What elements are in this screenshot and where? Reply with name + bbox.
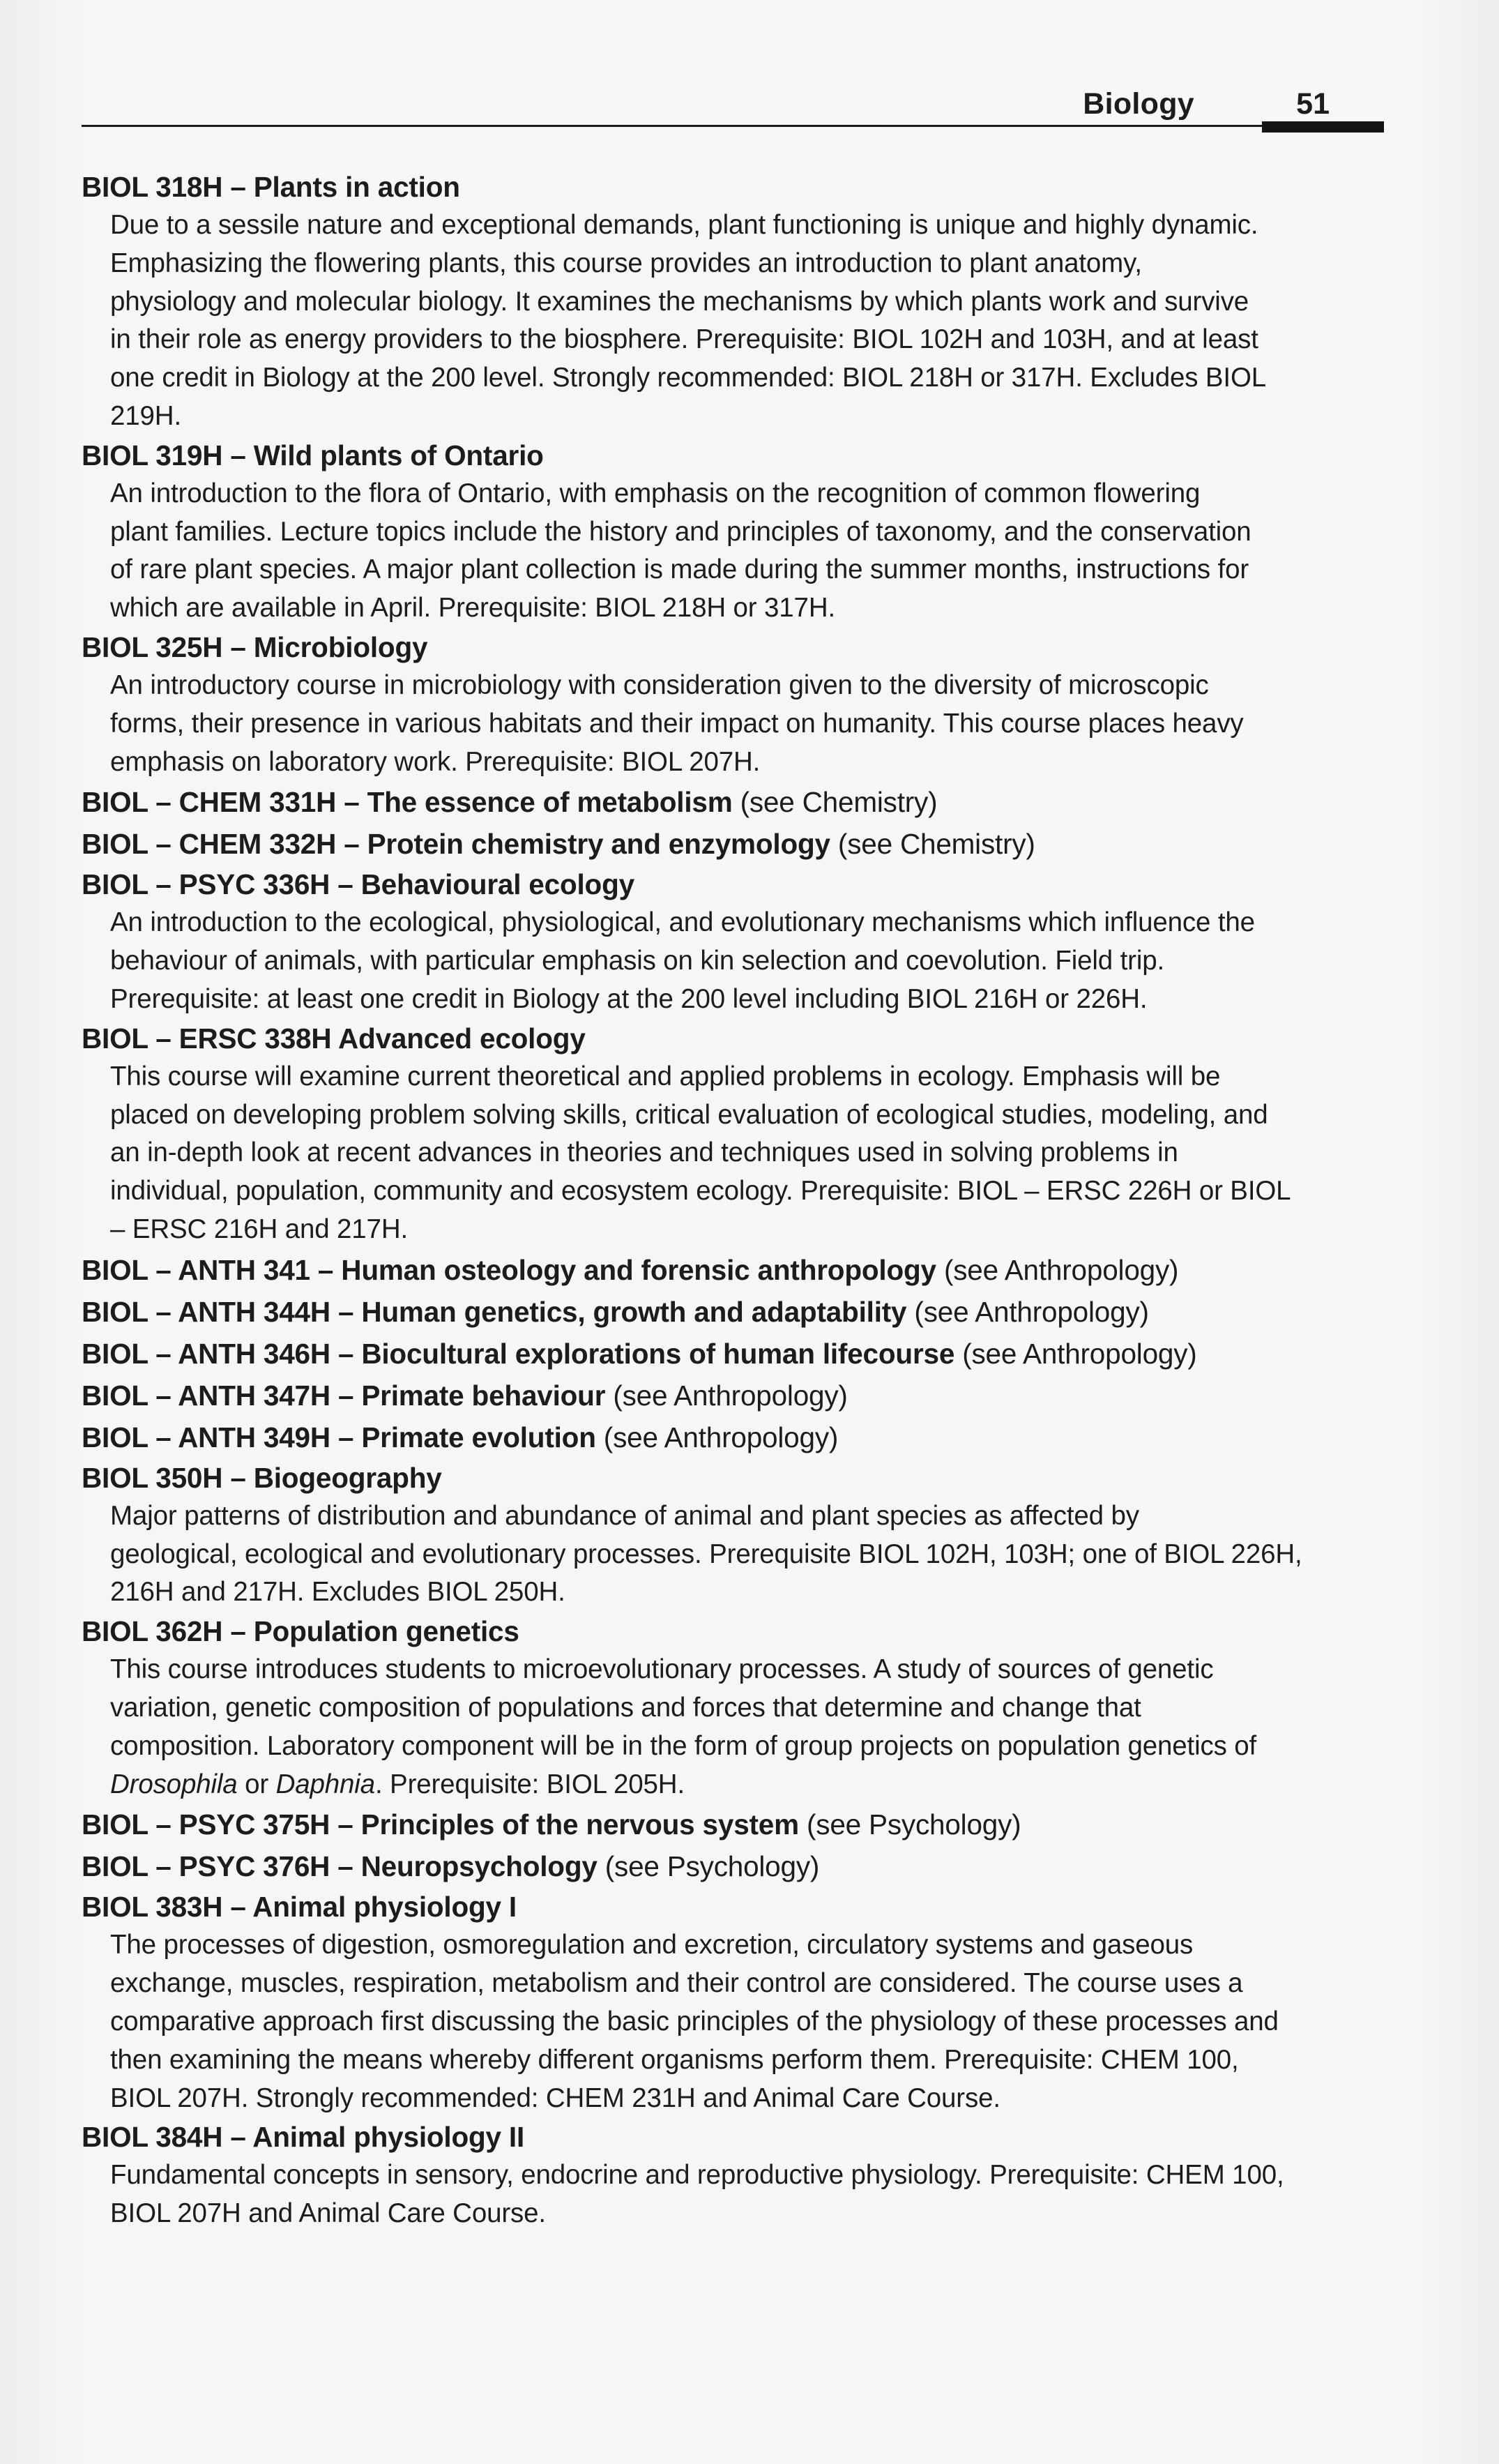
course-entry-biol-318h	[82, 167, 1392, 436]
course-title: BIOL – ANTH 347H – Primate behaviour	[82, 1379, 606, 1412]
description-line: individual, population, community and ecosystem ecology. Prerequisite: BIOL – ERSC 226H or BIOL	[110, 1176, 1291, 1207]
course-title-line	[82, 1249, 1392, 1291]
course-description	[110, 1651, 1392, 1804]
course-title-line	[82, 1375, 1392, 1416]
course-title: BIOL – PSYC 336H – Behavioural ecology	[82, 868, 634, 901]
course-title: BIOL 384H – Animal physiology II	[82, 2121, 525, 2154]
description-line: Major patterns of distribution and abundance of animal and plant species as affected by	[110, 1500, 1139, 1531]
cross-reference: (see Anthropology)	[605, 1379, 848, 1412]
course-title: BIOL – ANTH 341 – Human osteology and forensic anthropology	[82, 1253, 936, 1286]
description-line: forms, their presence in various habitats and their impact on humanity. This course places heavy	[110, 708, 1244, 739]
description-line: geological, ecological and evolutionary processes. Prerequisite BIOL 102H, 103H; one of BIOL 226H,	[110, 1539, 1302, 1569]
header-rule	[82, 125, 1384, 127]
cross-reference: (see Psychology)	[597, 1850, 820, 1883]
course-entry-biol-anth-341	[82, 1249, 1392, 1291]
course-title-line	[82, 1333, 1392, 1375]
course-title: BIOL – CHEM 331H – The essence of metabolism	[82, 786, 733, 819]
description-line: BIOL 207H. Strongly recommended: CHEM 231H and Animal Care Course.	[110, 2083, 1000, 2113]
page-number: 51	[1296, 87, 1330, 121]
description-line: composition. Laboratory component will be in the form of group projects on population genetics of	[110, 1730, 1257, 1761]
description-line: emphasis on laboratory work. Prerequisite: BIOL 207H.	[110, 746, 761, 777]
course-title: BIOL – ANTH 346H – Biocultural explorations of human lifecourse	[82, 1337, 955, 1370]
description-line: behaviour of animals, with particular emphasis on kin selection and coevolution. Field trip.	[110, 946, 1165, 976]
cross-reference: (see Anthropology)	[906, 1295, 1149, 1328]
description-line: comparative approach first discussing the basic principles of the physiology of these processes and	[110, 2006, 1279, 2036]
prerequisite-text: . Prerequisite: BIOL 205H.	[374, 1769, 685, 1799]
course-title: BIOL 318H – Plants in action	[82, 171, 460, 203]
cross-reference: (see Psychology)	[798, 1808, 1021, 1841]
cross-reference: (see Chemistry)	[732, 786, 938, 819]
description-line: then examining the means whereby different organisms perform them. Prerequisite: CHEM 100,	[110, 2044, 1239, 2075]
course-entry-biol-384h	[82, 2117, 1392, 2233]
course-description	[110, 667, 1392, 781]
description-line: Prerequisite: at least one credit in Biology at the 200 level including BIOL 216H or 226H.	[110, 983, 1148, 1014]
course-entry-biol-325h	[82, 628, 1392, 781]
description-line: An introduction to the flora of Ontario, with emphasis on the recognition of common flowering	[110, 478, 1201, 508]
course-description	[110, 2156, 1392, 2233]
course-entry-biol-383h	[82, 1887, 1392, 2117]
course-description	[110, 1497, 1392, 1612]
description-line: Emphasizing the flowering plants, this course provides an introduction to plant anatomy,	[110, 248, 1142, 278]
course-entry-biol-anth-346h	[82, 1333, 1392, 1375]
genus-name: Daphnia	[275, 1769, 375, 1799]
course-description	[110, 1926, 1392, 2117]
course-entry-biol-psyc-336h	[82, 865, 1392, 1018]
course-description	[110, 904, 1392, 1018]
course-entry-biol-chem-331h	[82, 781, 1392, 823]
course-entry-biol-anth-344h	[82, 1291, 1392, 1333]
description-line: an in-depth look at recent advances in theories and techniques used in solving problems in	[110, 1137, 1178, 1168]
course-entry-biol-anth-347h	[82, 1375, 1392, 1416]
course-entry-biol-ersc-338h	[82, 1019, 1392, 1249]
course-title: BIOL – PSYC 376H – Neuropsychology	[82, 1850, 598, 1883]
course-title-line	[82, 1416, 1392, 1458]
cross-reference: (see Anthropology)	[936, 1253, 1179, 1286]
course-title-line	[82, 823, 1392, 865]
course-title: BIOL – ANTH 344H – Human genetics, growth and adaptability	[82, 1295, 907, 1328]
description-line: This course introduces students to microevolutionary processes. A study of sources of genetic	[110, 1654, 1214, 1685]
course-description	[110, 1058, 1392, 1249]
course-title-line	[82, 1291, 1392, 1333]
course-entry-biol-anth-349h	[82, 1416, 1392, 1458]
description-line: An introductory course in microbiology with consideration given to the diversity of microscopic	[110, 670, 1209, 700]
course-entry-biol-chem-332h	[82, 823, 1392, 865]
section-title: Biology	[1083, 87, 1194, 121]
course-title: BIOL 350H – Biogeography	[82, 1461, 442, 1494]
description-line: in their role as energy providers to the biosphere. Prerequisite: BIOL 102H and 103H, and at least	[110, 324, 1258, 355]
description-line: physiology and molecular biology. It examines the mechanisms by which plants work and survive	[110, 286, 1249, 317]
course-title: BIOL – PSYC 375H – Principles of the nervous system	[82, 1808, 799, 1841]
description-line: which are available in April. Prerequisite: BIOL 218H or 317H.	[110, 593, 836, 623]
description-line: placed on developing problem solving skills, critical evaluation of ecological studies, modeling, and	[110, 1099, 1268, 1130]
description-line: Fundamental concepts in sensory, endocrine and reproductive physiology. Prerequisite: CHEM 100,	[110, 2160, 1284, 2191]
cross-reference: (see Anthropology)	[595, 1421, 839, 1453]
description-line: – ERSC 216H and 217H.	[110, 1214, 409, 1244]
genus-name: Drosophila	[110, 1769, 238, 1799]
description-line: The processes of digestion, osmoregulation and excretion, circulatory systems and gaseous	[110, 1930, 1194, 1960]
description-line: one credit in Biology at the 200 level. Strongly recommended: BIOL 218H or 317H. Excludes BIOL	[110, 363, 1266, 393]
description-line: Due to a sessile nature and exceptional demands, plant functioning is unique and highly dynamic.	[110, 210, 1258, 240]
course-entry-biol-psyc-376h	[82, 1845, 1392, 1887]
header-rule-accent	[1262, 121, 1384, 133]
course-description	[110, 475, 1392, 628]
cross-reference: (see Anthropology)	[954, 1337, 1197, 1370]
course-title: BIOL – CHEM 332H – Protein chemistry and enzymology	[82, 828, 830, 861]
course-entry-biol-362h	[82, 1612, 1392, 1804]
course-title: BIOL – ANTH 349H – Primate evolution	[82, 1421, 596, 1453]
description-line: BIOL 207H and Animal Care Course.	[110, 2198, 546, 2229]
course-title-line	[82, 1845, 1392, 1887]
course-title: BIOL 319H – Wild plants of Ontario	[82, 439, 544, 471]
course-title: BIOL – ERSC 338H Advanced ecology	[82, 1022, 586, 1055]
course-title: BIOL 383H – Animal physiology I	[82, 1891, 517, 1923]
cross-reference: (see Chemistry)	[830, 828, 1035, 861]
course-title-line	[82, 1804, 1392, 1845]
course-title: BIOL 362H – Population genetics	[82, 1615, 519, 1648]
conjunction: or	[237, 1769, 276, 1799]
page-header	[82, 82, 1384, 138]
description-line: 219H.	[110, 400, 181, 431]
description-line	[110, 1766, 1392, 1804]
description-line: variation, genetic composition of populations and forces that determine and change that	[110, 1692, 1141, 1723]
description-line: plant families. Lecture topics include the history and principles of taxonomy, and the conservation	[110, 516, 1251, 547]
course-list	[82, 167, 1392, 2233]
description-line: 216H and 217H. Excludes BIOL 250H.	[110, 1577, 565, 1608]
description-line: An introduction to the ecological, physiological, and evolutionary mechanisms which influence the	[110, 907, 1255, 938]
description-line: exchange, muscles, respiration, metabolism and their control are considered. The course uses a	[110, 1968, 1243, 1999]
course-entry-biol-319h	[82, 436, 1392, 628]
course-entry-biol-350h	[82, 1458, 1392, 1612]
course-entry-biol-psyc-375h	[82, 1804, 1392, 1845]
description-line: of rare plant species. A major plant collection is made during the summer months, instructions for	[110, 554, 1249, 585]
course-title: BIOL 325H – Microbiology	[82, 630, 428, 663]
course-description	[110, 206, 1392, 436]
description-line: This course will examine current theoretical and applied problems in ecology. Emphasis will be	[110, 1061, 1221, 1091]
course-title-line	[82, 781, 1392, 823]
